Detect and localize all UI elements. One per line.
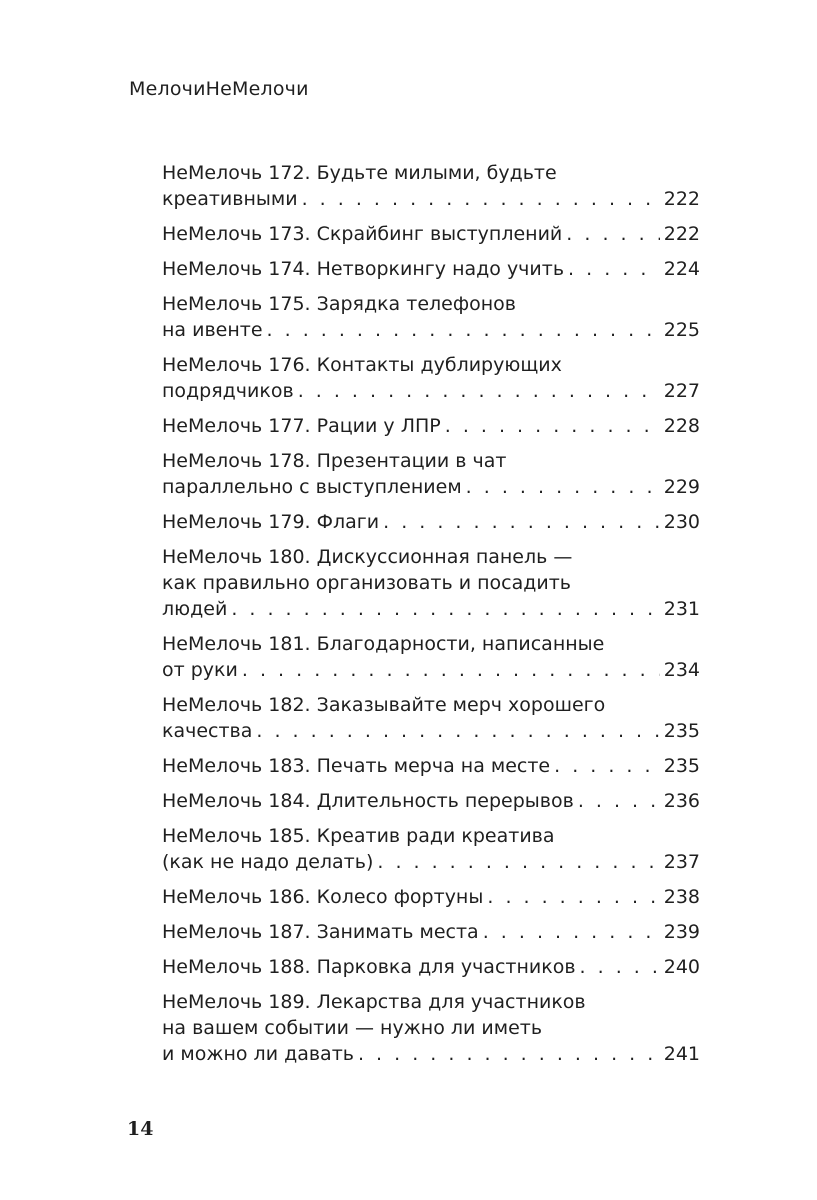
toc-entry-page: 231 [663,598,700,620]
toc-entry-title-line: НеМелочь 183. Печать мерча на месте [162,755,551,777]
toc-entry-title-line: НеМелочь 177. Рации у ЛПР [162,415,441,437]
toc-entry-title-line: на ивенте [162,319,263,341]
toc-entry-page: 227 [663,380,700,402]
toc-entry-page: 222 [663,188,700,210]
toc-entry-title-line: на вашем событии — нужно ли иметь [162,1017,543,1039]
toc-entry-leader-row [162,317,700,343]
toc-entry [162,954,700,980]
toc-entry-leader-row [162,474,700,500]
table-of-contents [162,160,700,1076]
page-number: 14 [127,1118,154,1140]
dot-leader [302,186,660,212]
toc-entry [162,352,700,404]
toc-entry [162,823,700,875]
toc-entry [162,221,700,247]
toc-entry-title-line: от руки [162,659,238,681]
toc-entry-leader-row [162,753,700,779]
toc-entry-title-line: качества [162,720,253,742]
dot-leader [466,474,660,500]
toc-entry [162,692,700,744]
dot-leader [358,1041,660,1067]
dot-leader [566,221,659,247]
toc-entry-leader-row [162,596,700,622]
toc-entry [162,631,700,683]
toc-entry-title-line: НеМелочь 175. Зарядка телефонов [162,293,516,315]
toc-entry [162,256,700,282]
toc-entry-page: 237 [663,851,700,873]
toc-entry-leader-row [162,788,700,814]
dot-leader [267,317,660,343]
toc-entry-title-line: НеМелочь 178. Презентации в чат [162,450,507,472]
toc-entry-title-line: как правильно организовать и посадить [162,572,571,594]
toc-entry-page: 235 [663,720,700,742]
toc-entry-title-line: НеМелочь 185. Креатив ради креатива [162,825,555,847]
toc-entry-leader-row [162,186,700,212]
toc-entry-page: 235 [663,755,700,777]
toc-entry-title-line: НеМелочь 181. Благодарности, написанные [162,633,605,655]
dot-leader [377,849,659,875]
toc-entry-title-line: НеМелочь 172. Будьте милыми, будьте [162,162,557,184]
dot-leader [383,509,660,535]
toc-entry-page: 230 [663,511,700,533]
toc-entry [162,753,700,779]
toc-entry-title-line: НеМелочь 184. Длительность перерывов [162,790,574,812]
dot-leader [231,596,659,622]
dot-leader [554,753,660,779]
toc-entry-page: 240 [663,956,700,978]
toc-entry-title-line: НеМелочь 176. Контакты дублирующих [162,354,562,376]
toc-entry-title-line: НеМелочь 179. Флаги [162,511,380,533]
dot-leader [242,657,660,683]
toc-entry [162,989,700,1067]
toc-entry [162,291,700,343]
toc-entry [162,413,700,439]
toc-entry [162,448,700,500]
toc-entry-title-line: (как не надо делать) [162,851,374,873]
toc-entry-leader-row [162,378,700,404]
toc-entry-title-line: параллельно с выступлением [162,476,462,498]
toc-entry-leader-row [162,1041,700,1067]
toc-entry-title-line: НеМелочь 188. Парковка для участников [162,956,576,978]
toc-entry-leader-row [162,509,700,535]
toc-entry-leader-row [162,657,700,683]
toc-entry-title-line: подрядчиков [162,380,294,402]
dot-leader [568,256,660,282]
dot-leader [580,954,660,980]
toc-entry-page: 229 [663,476,700,498]
toc-entry-leader-row [162,919,700,945]
toc-entry [162,919,700,945]
dot-leader [298,378,660,404]
toc-entry-title-line: НеМелочь 182. Заказывайте мерч хорошего [162,694,606,716]
toc-entry-page: 239 [663,921,700,943]
toc-entry [162,509,700,535]
toc-entry-page: 241 [663,1043,700,1065]
toc-entry-title-line: НеМелочь 187. Занимать места [162,921,479,943]
toc-entry-leader-row [162,256,700,282]
dot-leader [578,788,660,814]
toc-entry [162,788,700,814]
toc-entry-title-line: креативными [162,188,298,210]
dot-leader [445,413,660,439]
toc-entry-title-line: НеМелочь 174. Нетворкингу надо учить [162,258,565,280]
toc-entry-leader-row [162,954,700,980]
toc-entry-title-line: НеМелочь 180. Дискуссионная панель — [162,546,573,568]
toc-entry-title-line: НеМелочь 189. Лекарства для участников [162,991,586,1013]
toc-entry-page: 224 [663,258,700,280]
dot-leader [483,919,660,945]
toc-entry-title-line: НеМелочь 173. Скрайбинг выступлений [162,223,563,245]
dot-leader [256,718,659,744]
toc-entry-leader-row [162,718,700,744]
dot-leader [487,884,659,910]
toc-entry-leader-row [162,849,700,875]
running-head: МелочиНеМелочи [129,78,309,100]
toc-entry [162,160,700,212]
toc-entry-title-line: людей [162,598,228,620]
toc-entry-page: 225 [663,319,700,341]
toc-entry-page: 234 [663,659,700,681]
toc-entry-page: 238 [663,886,700,908]
toc-entry-page: 236 [663,790,700,812]
toc-entry [162,884,700,910]
toc-entry-leader-row [162,221,700,247]
toc-entry-page: 222 [663,223,700,245]
toc-entry-leader-row [162,413,700,439]
toc-entry-title-line: и можно ли давать [162,1043,354,1065]
toc-entry-title-line: НеМелочь 186. Колесо фортуны [162,886,484,908]
toc-entry [162,544,700,622]
toc-entry-leader-row [162,884,700,910]
toc-entry-page: 228 [663,415,700,437]
